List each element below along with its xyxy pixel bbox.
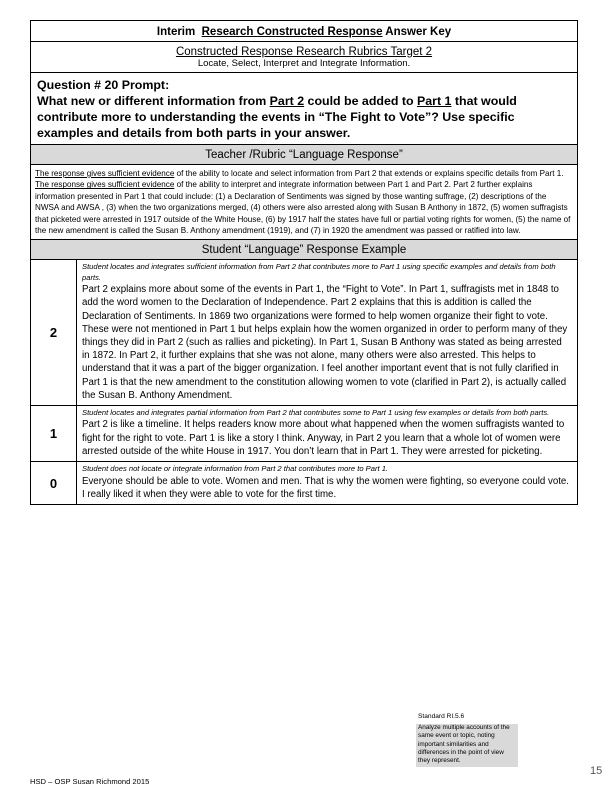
rubric-paragraph-2: The response gives sufficient evidence of the ability to interpret and integrate information between Part 1 and Part 2. Part 2 further explains information presented in Part 1 that could include: (1) a Declaration of Sentiments was signed by those wanting suffrage, (2) descriptions of the NWSA and AWSA , (3) when the two organizations merged, (4) others were also arrested along with Susan B Anthony in 1872, (5) women suffragists that picketed were arrested in 1917 outside of the White House, (6) by 1917 half the states have full or partial voting rights for women, (5) the name of the new amendment is called the Susan B. Anthony amendment (1919), and (7) in 1920 the amendment was passed or ratified into law. — [35, 180, 571, 236]
teacher-rubric-row — [31, 165, 578, 240]
title-row — [31, 21, 578, 42]
standard-description: Analyze multiple accounts of the same event or topic, noting important similarities and differences in the point of view they represent. — [416, 724, 518, 767]
teacher-rubric-heading-row — [31, 145, 578, 165]
student-example-heading: Student “Language” Response Example — [31, 240, 578, 260]
document-title — [31, 21, 578, 42]
score-row — [31, 406, 578, 462]
rubric-section-subtitle: Locate, Select, Interpret and Integrate Information. — [197, 58, 411, 69]
score-descriptor: Student does not locate or integrate information from Part 2 that contributes more to Part 1. — [82, 464, 389, 474]
question-text: What new or different information from Part 2 could be added to Part 1 that would contribute more to understanding the events in “The Fight to Vote”? Use specific examples and details from both parts in your answer. — [37, 94, 517, 140]
teacher-rubric-heading: Teacher /Rubric “Language Response” — [31, 145, 578, 165]
score-value: 0 — [31, 462, 77, 505]
answer-key-page — [30, 20, 577, 505]
rubric-table — [30, 20, 578, 505]
title-suffix: Answer Key — [385, 26, 452, 38]
question-prompt — [31, 73, 578, 145]
page-number: 15 — [590, 765, 603, 777]
student-response: Everyone should be able to vote. Women and men. That is why the women were fighting, so everyone could vote. I really liked it when they were able to vote for the first time. — [82, 475, 569, 500]
score-value: 2 — [31, 260, 77, 406]
score-row — [31, 260, 578, 406]
score-response-cell — [77, 260, 578, 406]
title-prefix: Interim — [156, 26, 196, 38]
score-descriptor: Student locates and integrates partial information from Part 2 that contributes some to Part 1 using few examples or details from both parts. — [82, 408, 550, 418]
student-example-heading-row — [31, 240, 578, 260]
question-row — [31, 73, 578, 145]
score-value: 1 — [31, 406, 77, 462]
score-row — [31, 462, 578, 505]
teacher-rubric-text — [31, 165, 578, 240]
score-descriptor: Student locates and integrates sufficient information from Part 2 that contributes more to Part 1 using specific examples and details from both parts. — [82, 262, 556, 282]
rubric-paragraph-1: The response gives sufficient evidence of the ability to locate and select information from Part 2 that extends or explains specific details from Part 1. — [35, 169, 564, 178]
student-response: Part 2 explains more about some of the events in Part 1, the “Fight to Vote”. In Part 1, suffragists met in 1848 to add the word women to the Declaration of Independence. Part 2 explains that this is addition is called the Declaration of Sentiments. In 1869 two organizations were formed to help women organize their fight to vote. These were not mentioned in Part 1 but helps explain how the women organized in order to perform many of they things they did in Part 2 (such as rallies and picketing). In Part 1, Susan B Anthony was stated as being arrested in 1872. In Part 2, it further explains that she was not alone, many others were also arrested. This helps to understand that it was a part of the bigger organization. I feel another important event that is not fully clarified in Part 1 is that the new amendment to the constitution allowing women to vote (clarified in Part 2), is actually called the Susan B. Anthony Amendment. — [82, 284, 568, 401]
score-response-cell — [77, 462, 578, 505]
student-response: Part 2 is like a timeline. It helps readers know more about what happened when the women suffragists wanted to fight for the right to vote. Part 1 is like a story I think. Anyway, in Part 2 you learn that a whole lot of women were arrested outside of the white House in 1917. You don’t learn that in Part 1. They were arrested for picketing. — [82, 419, 565, 457]
standard-label: Standard RI.5.6 — [418, 713, 465, 720]
footer-credit: HSD – OSP Susan Richmond 2015 — [30, 777, 150, 786]
score-response-cell — [77, 406, 578, 462]
title-underlined: Research Constructed Response — [201, 26, 383, 38]
rubric-section-title: Constructed Response Research Rubrics Target 2 — [175, 46, 433, 58]
question-label: Question # 20 Prompt: — [37, 78, 170, 92]
rubric-section-row — [31, 42, 578, 73]
rubric-section-header — [31, 42, 578, 73]
